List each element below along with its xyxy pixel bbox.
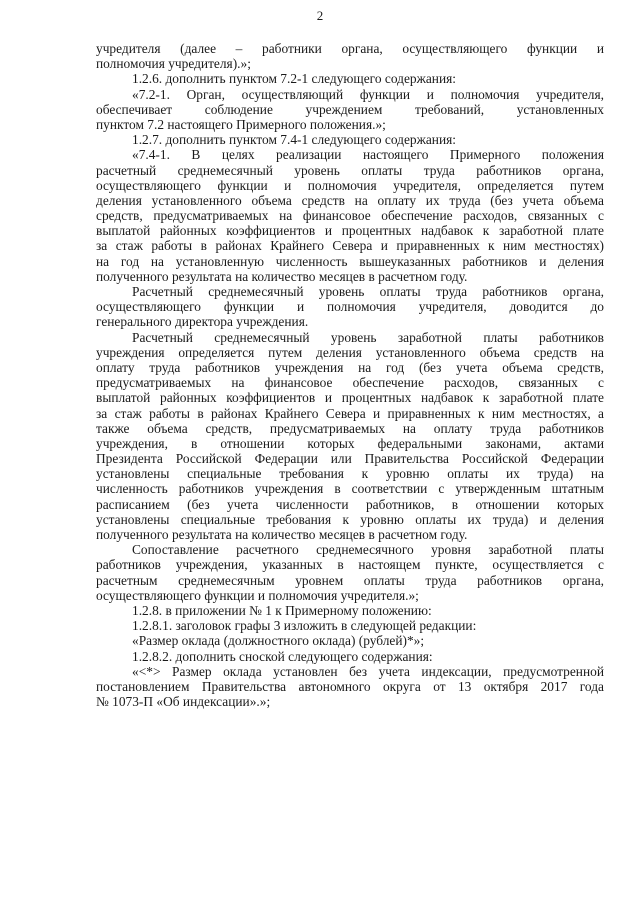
text-line: «7.2-1. Орган, осуществляющий функции и полномочия учредителя, — [132, 86, 604, 102]
text-line: предусматриваемых на финансовое обеспечение расходов, связанных с — [96, 375, 604, 391]
text-line: выплатой районных коэффициентов и процентных надбавок к заработной плате — [96, 390, 604, 406]
page-number: 2 — [316, 8, 324, 23]
text-line: № 1073-П «Об индексации».»; — [96, 694, 271, 710]
text-line: работников учреждения, указанных в настоящем пункте, осуществляется с — [96, 557, 604, 573]
text-line: Сопоставление расчетного среднемесячного уровня заработной платы — [132, 542, 604, 558]
text-line: 1.2.7. дополнить пунктом 7.4-1 следующего содержания: — [132, 132, 456, 148]
text-line: Расчетный среднемесячный уровень заработной платы работников — [132, 329, 604, 345]
text-line: учреждения определяется путем деления установленного объема средств на — [96, 344, 604, 360]
text-line: расписанием (без учета численности работников, в отношении которых — [96, 496, 604, 512]
text-line: обеспечивает соблюдение учреждением требований, установленных — [96, 101, 604, 117]
text-line: генерального директора учреждения. — [96, 314, 309, 330]
text-line: за стаж работы в районах Крайнего Севера и приравненных к ним местностях) — [96, 238, 604, 254]
text-line: учредителя (далее – работники органа, осуществляющего функции и — [96, 41, 604, 56]
text-line: расчетным среднемесячным уровнем оплаты труда работников органа, — [96, 572, 604, 588]
text-line: 1.2.8.2. дополнить сноской следующего содержания: — [132, 648, 433, 664]
document-body — [96, 41, 604, 709]
text-line: расчетный среднемесячный уровень оплаты труда работников органа, — [96, 162, 604, 178]
text-line: установлены специальные требования к уровню оплаты их труда) и деления — [96, 511, 604, 527]
text-line: также объема средств, предусматриваемых на оплату труда работников — [96, 420, 604, 436]
text-line: осуществляющего функции и полномочия учредителя, определяется путем — [96, 177, 604, 193]
text-line: деления установленного объема средств на оплату их труда (без учета объема — [96, 192, 604, 208]
text-line: 1.2.6. дополнить пунктом 7.2-1 следующего содержания: — [132, 71, 456, 87]
text-line: «7.4-1. В целях реализации настоящего Примерного положения — [132, 147, 604, 163]
text-line: Расчетный среднемесячный уровень оплаты труда работников органа, — [132, 284, 604, 299]
text-line: установлены специальные требования к уровню оплаты их труда) на — [96, 466, 604, 482]
text-line: осуществляющего функции и полномочия учредителя, доводится до — [96, 299, 604, 315]
text-line: Президента Российской Федерации или Правительства Российской Федерации — [96, 451, 604, 467]
text-line: «<*> Размер оклада установлен без учета индексации, предусмотренной — [132, 663, 604, 679]
text-line: численность работников учреждения в соответствии с утвержденным штатным — [96, 481, 604, 497]
text-line: оплату труда работников учреждения на год (без учета объема средств, — [96, 359, 604, 375]
text-line: осуществляющего функции и полномочия учредителя.»; — [96, 587, 419, 603]
text-line: 1.2.8. в приложении № 1 к Примерному положению: — [132, 602, 432, 618]
text-line: «Размер оклада (должностного оклада) (рублей)*»; — [132, 633, 425, 649]
text-line: 1.2.8.1. заголовок графы 3 изложить в следующей редакции: — [132, 618, 477, 634]
text-line: пунктом 7.2 настоящего Примерного положения.»; — [96, 116, 386, 132]
text-line: средств, предусматриваемых на финансовое обеспечение расходов, связанных с — [96, 208, 604, 224]
text-line: постановлением Правительства автономного округа от 13 октября 2017 года — [96, 678, 604, 694]
text-line: полученного результата на количество месяцев в расчетном году. — [96, 268, 468, 284]
text-line: полномочия учредителя).»; — [96, 56, 251, 72]
text-line: на год на установленную численность вышеуказанных работников и деления — [96, 253, 604, 269]
text-line: за стаж работы в районах Крайнего Севера и приравненных к ним местностях, а — [96, 405, 604, 421]
text-line: полученного результата на количество месяцев в расчетном году. — [96, 527, 468, 542]
text-line: учреждения, в отношении которых федеральными законами, актами — [96, 435, 604, 451]
text-line: выплатой районных коэффициентов и процентных надбавок к заработной плате — [96, 223, 604, 239]
